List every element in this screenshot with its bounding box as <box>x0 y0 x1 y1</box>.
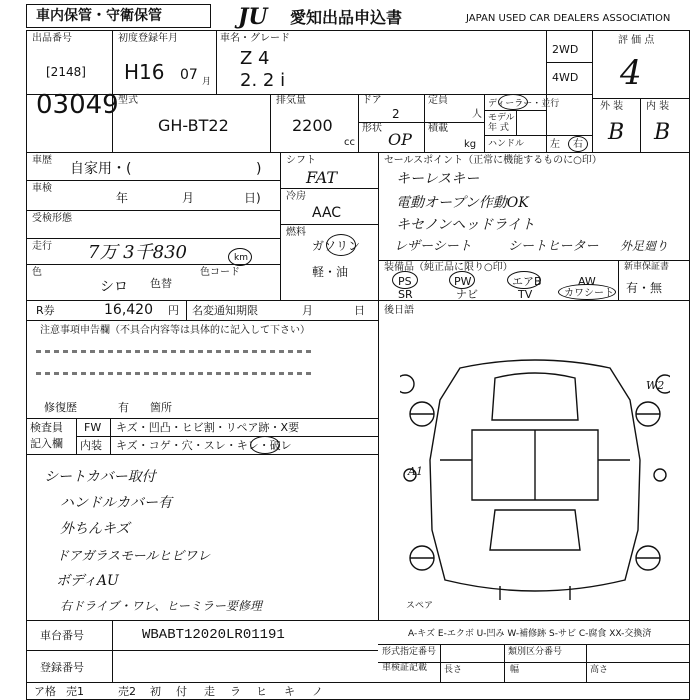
bottom-cell-6: 走 <box>204 685 215 698</box>
history-value: 自家用・( <box>70 161 132 177</box>
history-label: 車歴 <box>32 155 52 166</box>
sales-item-2: 電動オープン作動OK <box>396 195 529 211</box>
doors-label: ドア <box>362 95 382 106</box>
notice-month: 月 <box>302 304 313 317</box>
sales-item-1: キーレスキー <box>396 171 480 187</box>
car-diagram <box>400 350 670 610</box>
shaken-month: 月 <box>182 191 195 205</box>
registration-label: 初度登録年月 <box>118 33 178 44</box>
notes-right-label: 後日語 <box>384 305 414 316</box>
airbag-circle <box>507 271 541 289</box>
registration-number-label: 登録番号 <box>40 661 84 674</box>
bottom-cell-3: 売2 <box>118 685 136 698</box>
new-car-warranty-value: 有・無 <box>626 281 663 295</box>
bottom-cell-1: ア格 <box>34 685 56 698</box>
aircon-value: AAC <box>312 205 342 221</box>
capacity-unit: 人 <box>472 109 482 120</box>
inspector-label: 検査員 <box>30 421 63 434</box>
mileage-value: 7万 3千830 <box>88 242 187 263</box>
notice-label: 名変通知期限 <box>192 304 258 317</box>
spare-label: スペア <box>406 601 434 611</box>
load-label: 積載 <box>428 123 448 134</box>
fw-label: FW <box>84 421 102 434</box>
vehicle-grade: 2. 2 i <box>240 70 286 91</box>
displacement-label: 排気量 <box>276 95 306 106</box>
handle-right-circle <box>568 136 588 152</box>
equipment-navi: ナビ <box>456 288 478 301</box>
acceptance-label: 受検形態 <box>32 213 72 224</box>
type-designation-label: 形式指定番号 <box>382 647 437 657</box>
note-5: ボディAU <box>56 573 119 589</box>
note-2: ハンドルカバー有 <box>60 495 172 511</box>
equipment-pw: PW <box>454 275 472 288</box>
handle-left: 左 <box>550 139 560 150</box>
registration-month-unit: 月 <box>202 77 212 87</box>
vehicle-name: Z 4 <box>240 48 270 69</box>
aircon-label: 冷房 <box>286 191 306 202</box>
equipment-tv: TV <box>518 288 533 301</box>
model-value: GH-BT22 <box>158 116 229 135</box>
chassis-value: WBABT12020LR01191 <box>142 627 285 643</box>
history-close: ) <box>256 161 262 177</box>
doors-value: 2 <box>392 107 400 121</box>
interior-grade: B <box>654 120 671 145</box>
lot-label: 出品番号 <box>32 33 72 44</box>
sales-item-3: キセノンヘッドライト <box>396 217 535 233</box>
load-unit: kg <box>464 139 477 150</box>
notice-day: 日 <box>354 304 365 317</box>
damage-legend: A-キズ E-エクボ U-凹み W-補修跡 S-サビ C-腐食 XX-交換済 <box>408 629 652 639</box>
exterior-grade: B <box>608 120 625 145</box>
mileage-unit: km <box>234 253 248 263</box>
drive-2wd: 2WD <box>552 43 579 56</box>
recycle-label: R券 <box>36 304 55 317</box>
form-title: 愛知出品申込書 <box>290 8 403 27</box>
note-3: 外ちんキズ <box>60 521 130 537</box>
class-number-label: 類別区分番号 <box>508 647 563 657</box>
new-car-warranty-label: 新車保証書 <box>624 262 670 272</box>
certificate-label: 車検証記載 <box>382 663 428 673</box>
color-label: 色 <box>32 267 42 278</box>
leather-circle <box>558 284 616 300</box>
rating-label: 評 価 点 <box>618 35 655 46</box>
repair-label: 修復歴 <box>44 401 77 414</box>
mark-a1: A1 <box>408 465 423 478</box>
pw-circle <box>449 271 475 289</box>
rating-value: 4 <box>620 53 642 93</box>
capacity-label: 定員 <box>428 95 448 106</box>
recycle-unit: 円 <box>168 304 179 317</box>
handle-right: 右 <box>573 139 583 150</box>
scratch-circle <box>250 436 280 454</box>
ps-circle <box>392 271 418 289</box>
note-1: シートカバー取付 <box>44 469 156 485</box>
repair-place: 箇所 <box>150 401 172 414</box>
fuel-value: ガソリン <box>312 239 361 253</box>
bottom-cell-4: 初 <box>150 685 161 698</box>
shift-label: シフト <box>286 155 316 166</box>
equipment-label: 装備品（純正品に限り○印） <box>384 262 513 273</box>
model-year-label: モデル 年 式 <box>488 113 515 133</box>
shift-value: FAT <box>306 168 338 187</box>
dealer-label: ディーラー・並行 <box>488 99 560 109</box>
shaken-label: 車検 <box>32 183 52 194</box>
note-4: ドアガラスモールヒビワレ <box>56 549 211 564</box>
equipment-airbag: エアB <box>512 275 542 288</box>
form-title-en: JAPAN USED CAR DEALERS ASSOCIATION <box>466 13 671 24</box>
model-label: 型式 <box>118 95 138 106</box>
mileage-unit-circle <box>228 248 252 266</box>
body-form-value: OP <box>388 130 412 149</box>
lot-code: [2148] <box>46 65 86 79</box>
shaken-day: 日) <box>244 191 261 205</box>
sales-label: セールスポイント（正常に機能するものに○印） <box>384 155 602 166</box>
recycle-value: 16,420 <box>104 302 153 318</box>
drive-4wd: 4WD <box>552 71 579 84</box>
displacement-unit: cc <box>344 137 355 148</box>
fw-items: キズ・凹凸・ヒビ割・リペア跡・X要 <box>116 421 300 434</box>
dealer-circle <box>498 94 528 110</box>
ju-logo: JU <box>238 4 268 30</box>
bottom-cell-9: キ <box>284 685 295 698</box>
equipment-sr: SR <box>398 288 413 301</box>
color-value: シロ <box>100 279 128 295</box>
height-label: 高さ <box>590 665 609 675</box>
repair-value: 有 <box>118 401 129 414</box>
bottom-cell-8: ヒ <box>256 685 267 698</box>
notes-line-2 <box>36 372 311 375</box>
notes-label: 注意事項申告欄（不具合内容等は具体的に記入して下さい） <box>40 325 310 336</box>
equipment-leather: カワシート <box>564 288 614 299</box>
mark-w2: W2 <box>646 379 665 392</box>
length-label: 長さ <box>444 665 463 675</box>
note-6: 右ドライブ・ワレ、ヒーミラー要修理 <box>60 599 262 613</box>
handle-label: ハンドル <box>488 139 525 149</box>
bottom-cell-5: 付 <box>176 685 187 698</box>
displacement-value: 2200 <box>292 116 333 135</box>
chassis-label: 車台番号 <box>40 629 84 642</box>
sales-last-2: シートヒーター <box>508 239 599 254</box>
fuel-diesel: 軽・油 <box>312 265 349 279</box>
inspector-entry-label: 記入欄 <box>30 437 63 450</box>
color-code-label: 色コード <box>200 267 240 278</box>
interior-check-label: 内装 <box>80 439 102 452</box>
body-form-label: 形状 <box>362 123 382 134</box>
registration-year: H16 <box>124 60 165 84</box>
bottom-cell-10: ノ <box>312 685 323 698</box>
sales-last-3: 外足廻り <box>620 239 669 253</box>
fuel-label: 燃料 <box>286 227 306 238</box>
interior-check-items: キズ・コゲ・穴・スレ・キレ・破レ <box>116 439 292 452</box>
lot-number: 03049 <box>36 90 119 120</box>
storage-label: 車内保管・守衛保管 <box>36 8 162 24</box>
fuel-circle <box>326 234 356 256</box>
interior-label: 内 装 <box>646 101 670 112</box>
color-change-label: 色替 <box>150 277 172 290</box>
sales-last-1: レザーシート <box>394 239 472 254</box>
bottom-cell-7: ラ <box>230 685 241 698</box>
registration-month: 07 <box>180 67 198 83</box>
shaken-year: 年 <box>116 191 129 205</box>
bottom-cell-2: 売1 <box>66 685 84 698</box>
notes-line-1 <box>36 350 311 353</box>
width-label: 幅 <box>510 665 520 675</box>
exterior-label: 外 装 <box>600 101 624 112</box>
equipment-ps: PS <box>398 275 412 288</box>
mileage-label: 走行 <box>32 241 52 252</box>
vehicle-label: 車名・グレード <box>220 33 290 44</box>
equipment-aw: AW <box>578 275 596 288</box>
